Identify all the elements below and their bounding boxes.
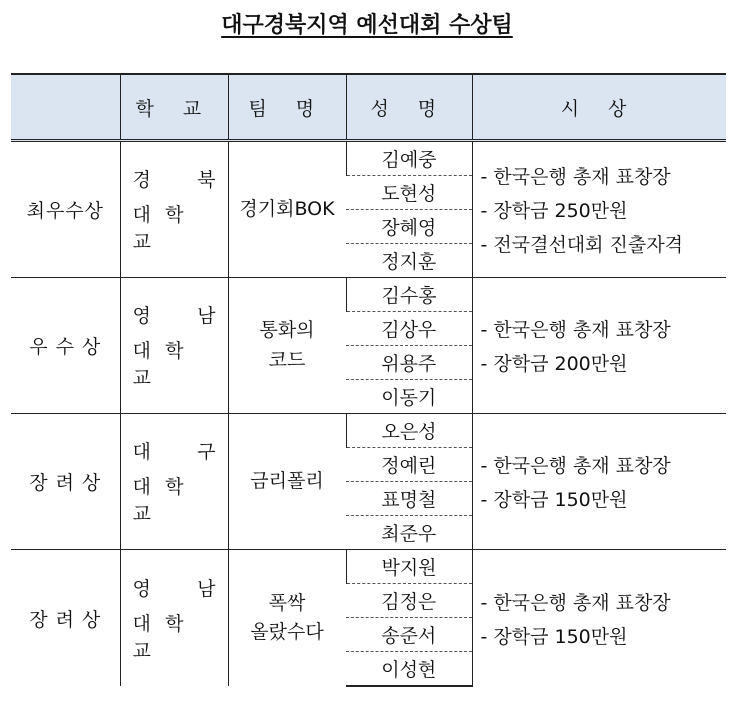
team-name-line: 통화의: [259, 319, 315, 342]
member-name: 위용주: [346, 346, 472, 380]
benefit-item: - 장학금 150만원: [480, 489, 628, 511]
team-cell: [228, 550, 346, 687]
member-name: 이동기: [346, 380, 472, 414]
member-name: 김상우: [346, 312, 472, 346]
member-name: 정지훈: [346, 244, 472, 278]
benefit-item: - 한국은행 총재 표창장: [480, 166, 671, 188]
school-name-char: 구: [197, 441, 216, 463]
benefits-cell: [472, 550, 726, 687]
school-cell: [120, 141, 228, 278]
member-name: 정예린: [346, 448, 472, 482]
team-name-line: 올랐수다: [250, 621, 324, 643]
header-award-detail: 시 상: [472, 74, 726, 141]
school-name-char: 영: [132, 577, 151, 600]
header-name: 성 명: [346, 74, 472, 141]
team-name-line: 코드: [268, 348, 306, 371]
school-type: 대학교: [132, 476, 198, 525]
page-title: 대구경북지역 예선대회 수상팀: [221, 13, 513, 38]
header-school: 학 교: [120, 74, 228, 141]
table-header-row: [11, 74, 726, 141]
school-type: 대학교: [132, 340, 198, 389]
awards-table: [11, 73, 726, 687]
member-name: 송준서: [346, 618, 472, 652]
team-cell: [228, 141, 346, 278]
benefits-cell: [472, 278, 726, 414]
school-cell: [120, 550, 228, 687]
member-name: 장혜영: [346, 210, 472, 244]
member-name: 도현성: [346, 176, 472, 210]
school-name-char: 북: [197, 169, 216, 191]
member-name: 박지원: [346, 550, 472, 584]
school-type: 대학교: [132, 612, 198, 662]
member-name: 이성현: [346, 652, 472, 687]
member-name: 김정은: [346, 584, 472, 618]
award-cell: 최우수상: [11, 141, 120, 278]
benefit-item: - 한국은행 총재 표창장: [480, 319, 671, 341]
member-name: 오은성: [346, 414, 472, 448]
benefit-item: - 한국은행 총재 표창장: [480, 591, 671, 614]
team-cell: [228, 278, 346, 414]
member-name: 김수홍: [346, 278, 472, 312]
award-cell: 장 려 상: [11, 550, 120, 687]
school-type: 대학교: [132, 204, 198, 253]
benefit-item: - 장학금 250만원: [480, 200, 628, 222]
benefit-item: - 전국결선대회 진출자격: [480, 234, 683, 256]
team-name-line: 폭싹: [268, 591, 306, 614]
school-cell: [120, 414, 228, 550]
award-cell: 장 려 상: [11, 414, 120, 550]
school-name-char: 대: [132, 441, 151, 463]
table-row: [11, 278, 726, 312]
benefit-item: - 장학금 200만원: [480, 353, 628, 375]
team-name-line: 경기회BOK: [239, 197, 335, 220]
member-name: 김예중: [346, 141, 472, 176]
school-name-char: 경: [132, 169, 151, 191]
table-row: [11, 414, 726, 448]
table-row: [11, 550, 726, 584]
team-cell: [228, 414, 346, 550]
award-cell: 우 수 상: [11, 278, 120, 414]
school-name-char: 남: [197, 305, 216, 327]
team-name-line: 금리폴리: [250, 469, 324, 492]
header-award: [11, 74, 120, 141]
member-name: 최준우: [346, 516, 472, 550]
benefits-cell: [472, 414, 726, 550]
header-team: 팀 명: [228, 74, 346, 141]
benefit-item: - 한국은행 총재 표창장: [480, 455, 671, 477]
school-cell: [120, 278, 228, 414]
benefit-item: - 장학금 150만원: [480, 625, 628, 648]
table-row: [11, 141, 726, 176]
school-name-char: 남: [197, 577, 216, 600]
benefits-cell: [472, 141, 726, 278]
school-name-char: 영: [132, 305, 151, 327]
member-name: 표명철: [346, 482, 472, 516]
